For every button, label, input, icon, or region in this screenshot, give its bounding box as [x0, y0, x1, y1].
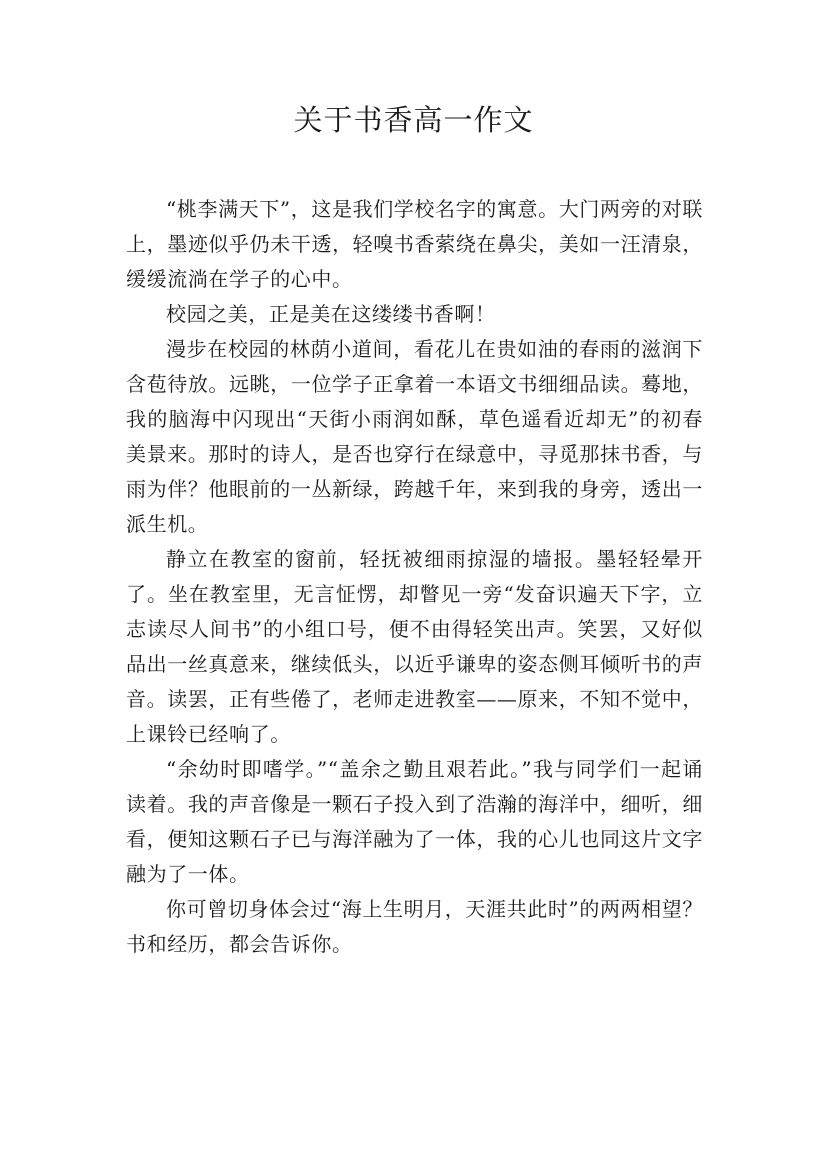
paragraph: “余幼时即嗜学。”“盖余之勤且艰若此。”我与同学们一起诵读着。我的声音像是一颗石子投入到了浩瀚的海洋中，细听，细看，便知这颗石子已与海洋融为了一体，我的心儿也同这片文字融为了一体。: [126, 757, 703, 886]
document-title: 关于书香高一作文: [293, 103, 534, 137]
paragraph: 校园之美，正是美在这缕缕书香啊！: [166, 302, 496, 326]
paragraph: 静立在教室的窗前，轻抚被细雨掠湿的墙报。墨轻轻晕开了。坐在教室里，无言怔愣，却瞥见一旁“发奋识遍天下字，立志读尽人间书”的小组口号，便不由得轻笑出声。笑罢，又好似品出一丝真意来，继续低头，以近乎谦卑的姿态侧耳倾听书的声音。读罢，正有些倦了，老师走进教室——原来，不知不觉中，上课铃已经响了。: [126, 547, 703, 746]
paragraph: “桃李满天下”，这是我们学校名字的寓意。大门两旁的对联上，墨迹似乎仍未干透，轻嗅书香萦绕在鼻尖，美如一汪清泉，缓缓流淌在学子的心中。: [126, 197, 703, 291]
document-body: [126, 192, 703, 962]
paragraph: 漫步在校园的林荫小道间，看花儿在贵如油的春雨的滋润下含苞待放。远眺，一位学子正拿着一本语文书细细品读。蓦地，我的脑海中闪现出“天街小雨润如酥，草色遥看近却无”的初春美景来。那时的诗人，是否也穿行在绿意中，寻觅那抹书香，与雨为伴？他眼前的一丛新绿，跨越千年，来到我的身旁，透出一派生机。: [126, 337, 703, 536]
paragraph: 你可曾切身体会过“海上生明月，天涯共此时”的两两相望？书和经历，都会告诉你。: [126, 897, 703, 956]
